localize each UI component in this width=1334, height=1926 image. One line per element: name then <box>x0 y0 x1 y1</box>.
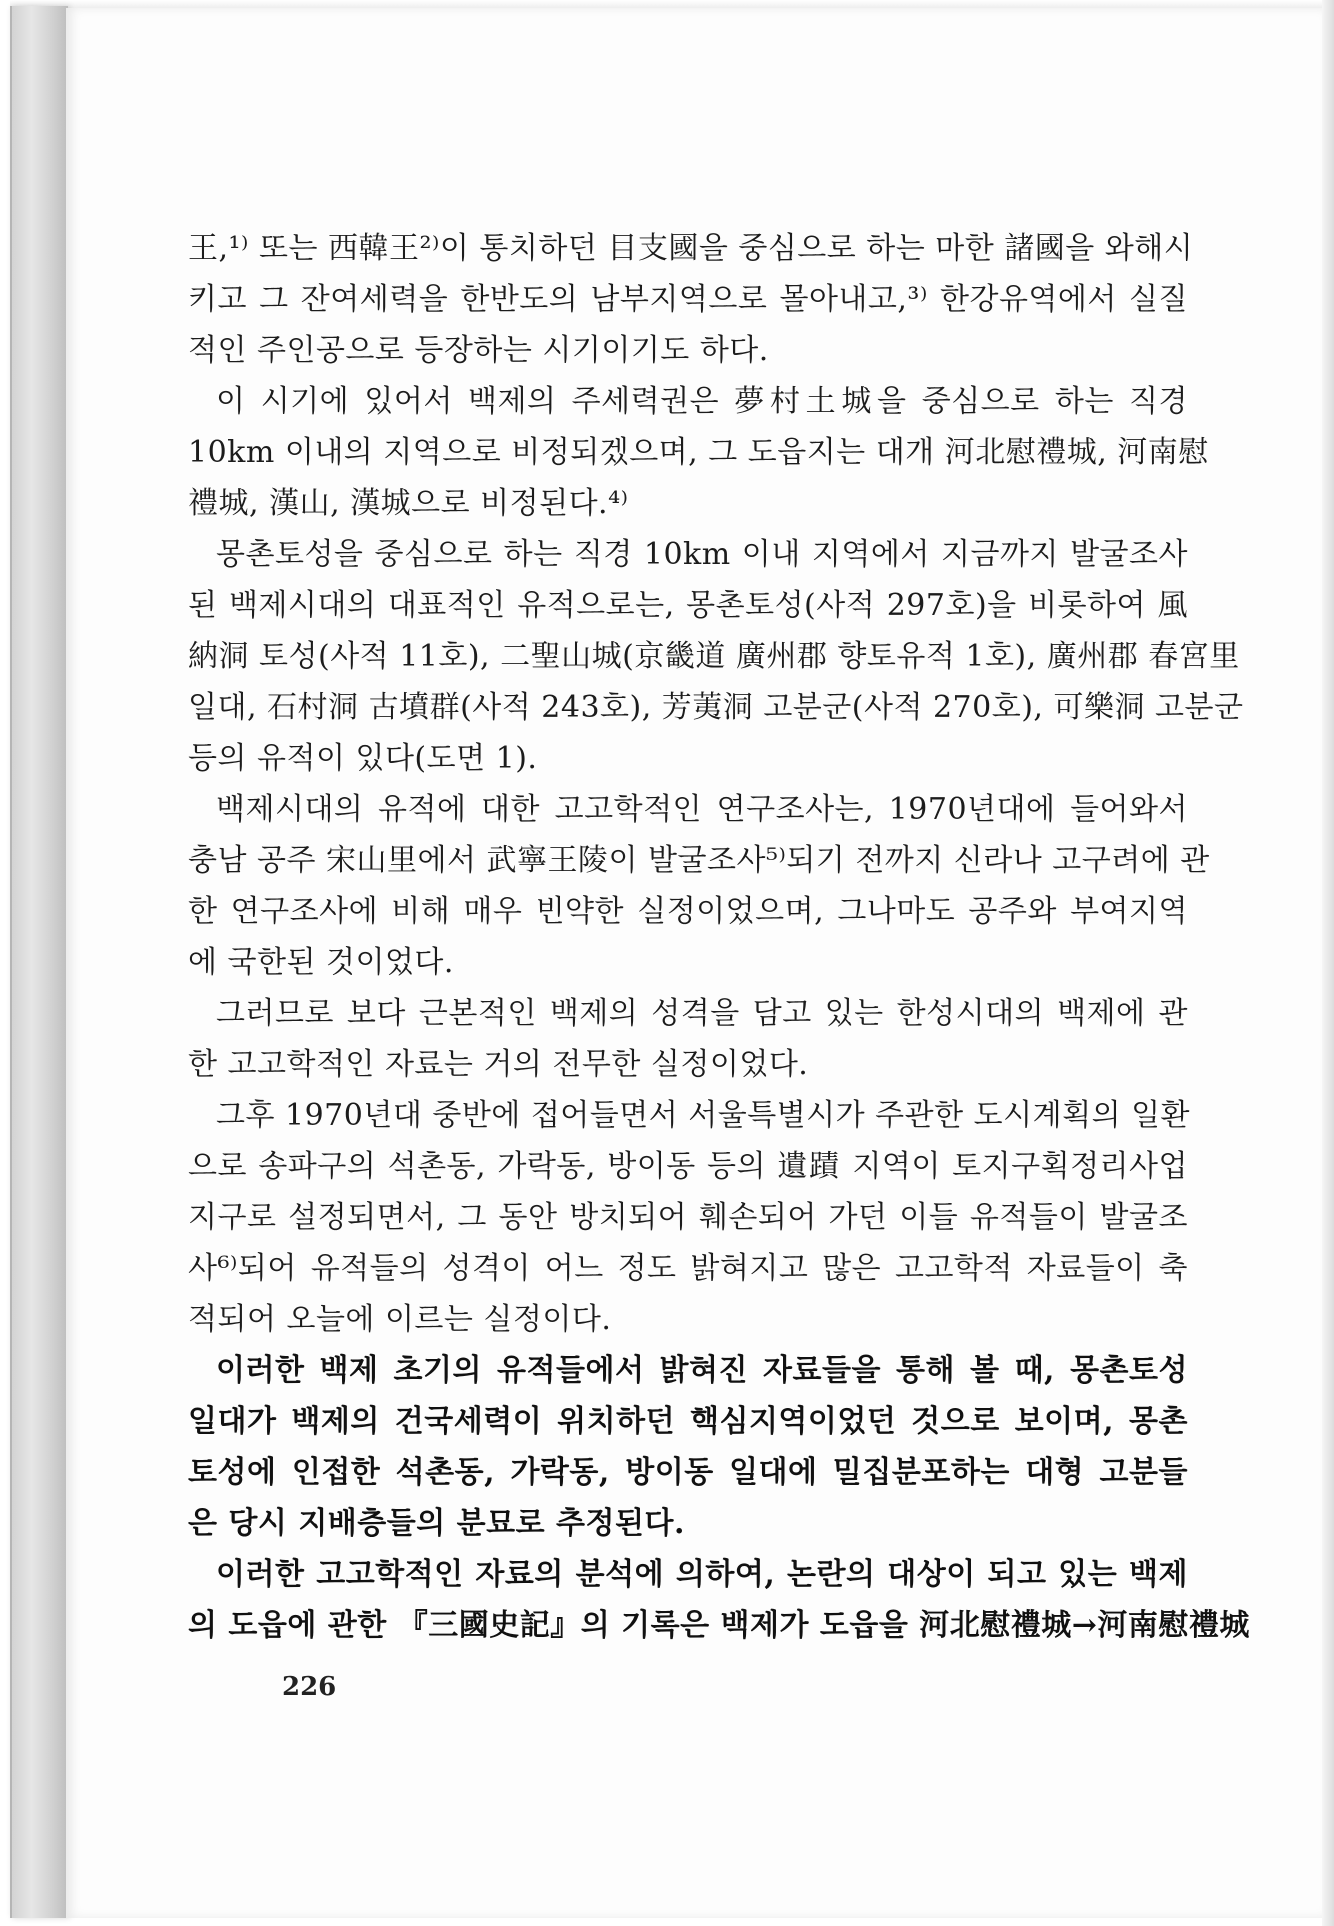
paragraph <box>188 529 1244 784</box>
text-line: 일대가 백제의 건국세력이 위치하던 핵심지역이었던 것으로 보이며, 몽촌 <box>188 1404 1188 1439</box>
text-line: 지구로 설정되면서, 그 동안 방치되어 훼손되어 가던 이들 유적들이 발굴조 <box>188 1200 1188 1235</box>
text-line: 納洞 토성(사적 11호), 二聖山城(京畿道 廣州郡 향토유적 1호), 廣州郡 春宮里 <box>188 639 1240 674</box>
text-line: 그후 1970년대 중반에 접어들면서 서울특별시가 주관한 도시계획의 일환 <box>216 1098 1191 1133</box>
body-text <box>188 223 1250 1651</box>
text-line: 은 당시 지배층들의 분묘로 추정된다. <box>188 1506 685 1541</box>
text-line: 사⁶⁾되어 유적들의 성격이 어느 정도 밝혀지고 많은 고고학적 자료들이 축 <box>188 1251 1188 1286</box>
text-line: 적인 주인공으로 등장하는 시기이기도 하다. <box>188 333 769 368</box>
paragraph <box>188 1549 1250 1651</box>
text-line: 禮城, 漢山, 漢城으로 비정된다.⁴⁾ <box>188 486 629 521</box>
text-line: 한 연구조사에 비해 매우 빈약한 실정이었으며, 그나마도 공주와 부여지역 <box>188 894 1188 929</box>
text-line: 에 국한된 것이었다. <box>188 945 454 980</box>
text-line: 으로 송파구의 석촌동, 가락동, 방이동 등의 遺蹟 지역이 토지구획정리사업 <box>188 1149 1188 1184</box>
paragraph <box>188 784 1210 988</box>
book-spine <box>10 6 68 1918</box>
text-line: 적되어 오늘에 이르는 실정이다. <box>188 1302 612 1337</box>
text-line: 이러한 고고학적인 자료의 분석에 의하여, 논란의 대상이 되고 있는 백제 <box>216 1557 1188 1592</box>
paragraph <box>188 376 1209 529</box>
text-line: 토성에 인접한 석촌동, 가락동, 방이동 일대에 밀집분포하는 대형 고분들 <box>188 1455 1188 1490</box>
text-line: 된 백제시대의 대표적인 유적으로는, 몽촌토성(사적 297호)을 비롯하여 風 <box>188 588 1188 623</box>
text-line: 충남 공주 宋山里에서 武寧王陵이 발굴조사⁵⁾되기 전까지 신라나 고구려에 관 <box>188 843 1210 878</box>
text-line: 등의 유적이 있다(도면 1). <box>188 741 538 776</box>
text-line: 키고 그 잔여세력을 한반도의 남부지역으로 몰아내고,³⁾ 한강유역에서 실질 <box>188 282 1188 317</box>
paragraph <box>188 1090 1191 1345</box>
text-line: 10km 이내의 지역으로 비정되겠으며, 그 도읍지는 대개 河北慰禮城, 河南慰 <box>188 435 1209 470</box>
paragraph <box>188 1345 1188 1549</box>
paragraph <box>188 988 1188 1090</box>
text-line: 이러한 백제 초기의 유적들에서 밝혀진 자료들을 통해 볼 때, 몽촌토성 <box>216 1353 1188 1388</box>
page-number: 226 <box>282 1672 337 1702</box>
text-line: 백제시대의 유적에 대한 고고학적인 연구조사는, 1970년대에 들어와서 <box>216 792 1188 827</box>
paragraph <box>188 223 1194 376</box>
text-line: 일대, 石村洞 古墳群(사적 243호), 芳荑洞 고분군(사적 270호), 可樂洞 고분군 <box>188 690 1244 725</box>
text-line: 이 시기에 있어서 백제의 주세력권은 夢村土城을 중심으로 하는 직경 <box>216 384 1188 419</box>
book-right-edge <box>1322 0 1334 1926</box>
text-line: 한 고고학적인 자료는 거의 전무한 실정이었다. <box>188 1047 809 1082</box>
text-line: 몽촌토성을 중심으로 하는 직경 10km 이내 지역에서 지금까지 발굴조사 <box>216 537 1188 572</box>
book-top-edge <box>10 0 1328 8</box>
text-line: 의 도읍에 관한 『三國史記』의 기록은 백제가 도읍을 河北慰禮城→河南慰禮城 <box>188 1608 1250 1643</box>
text-line: 그러므로 보다 근본적인 백제의 성격을 담고 있는 한성시대의 백제에 관 <box>216 996 1188 1031</box>
text-line: 王,¹⁾ 또는 西韓王²⁾이 통치하던 目支國을 중심으로 하는 마한 諸國을 와해시 <box>188 231 1194 266</box>
